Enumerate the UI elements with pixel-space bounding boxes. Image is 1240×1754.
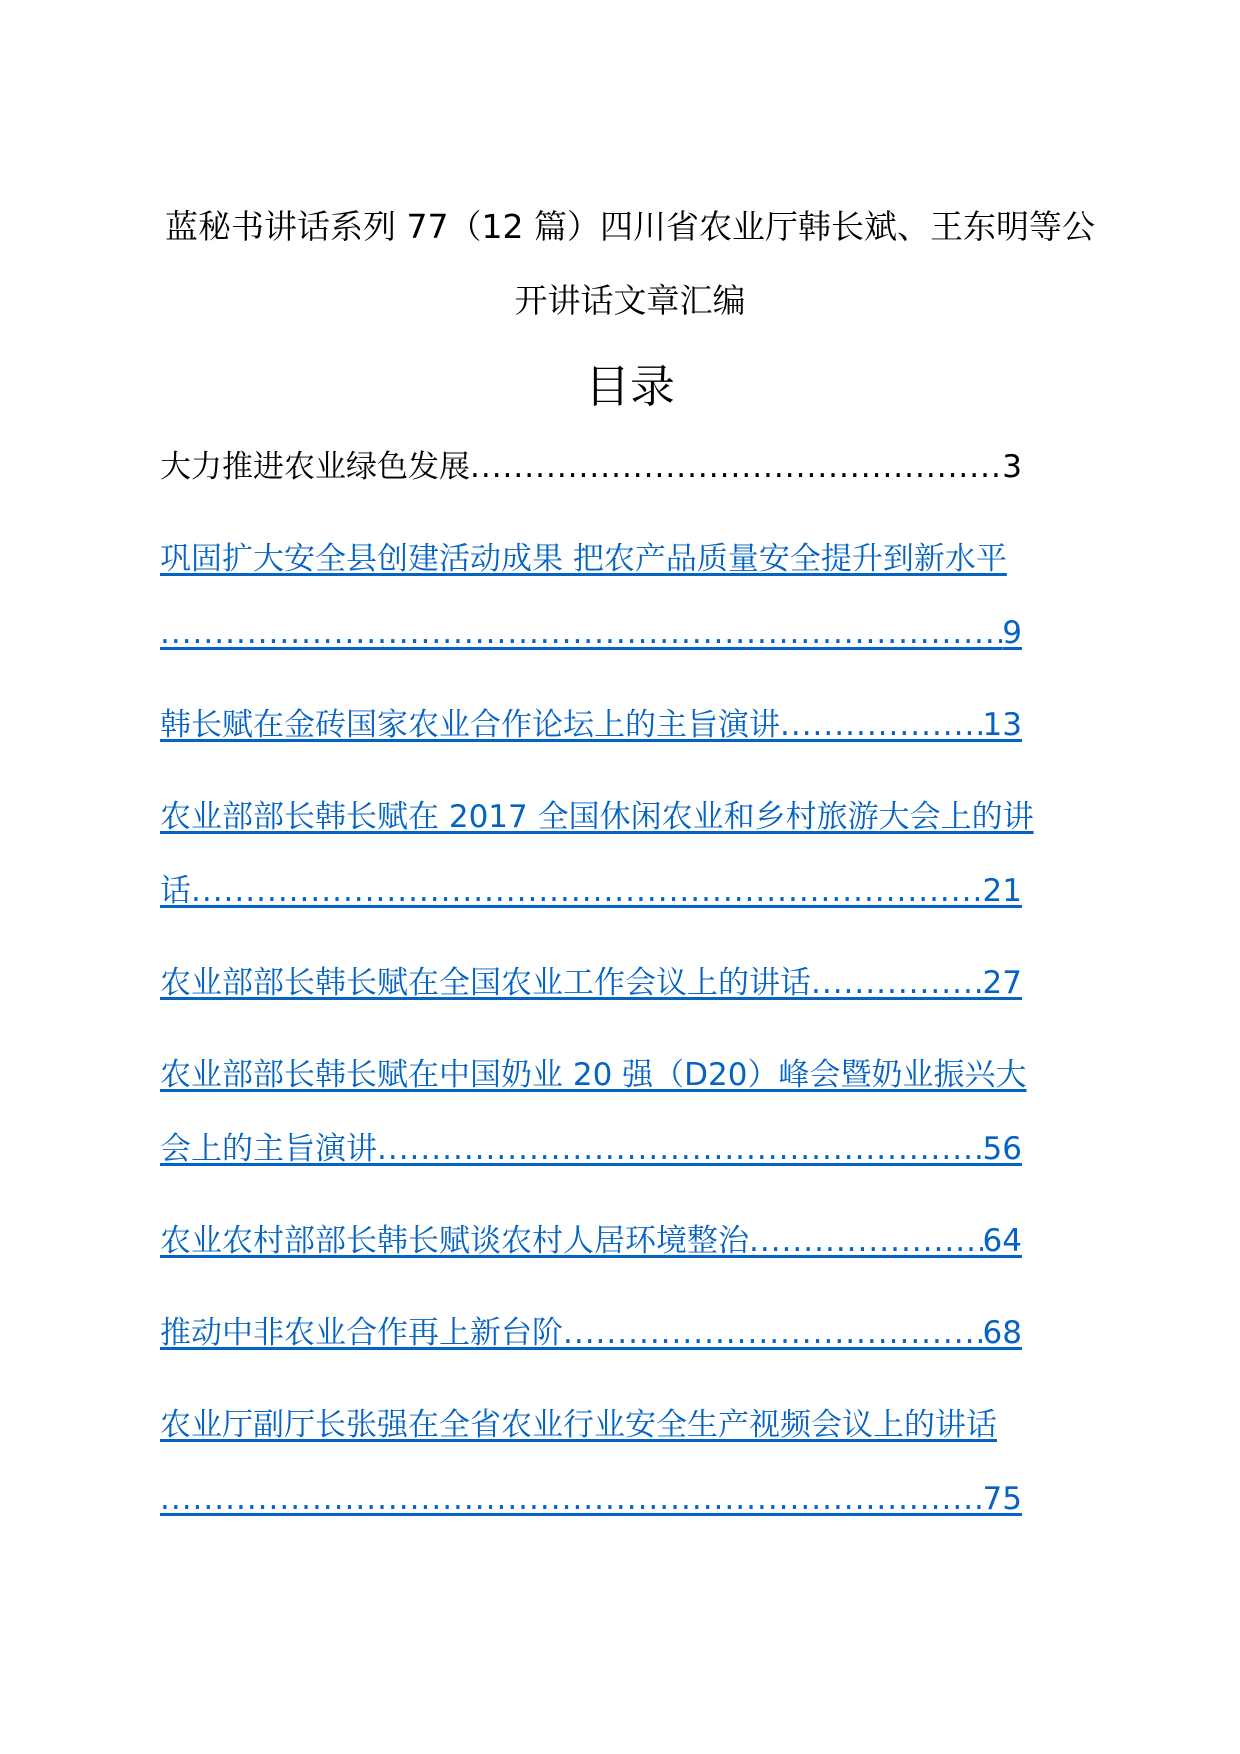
toc-entry-leader-line xyxy=(160,596,1022,670)
toc-entry-title: 农业部部长韩长赋在全国农业工作会议上的讲话 xyxy=(160,965,811,1001)
toc-entry-leader-line xyxy=(160,1296,1022,1370)
toc-entry-link[interactable] xyxy=(160,1388,1100,1536)
toc-entry-link xyxy=(160,430,1100,504)
toc-entry-link[interactable] xyxy=(160,522,1100,670)
toc-entry-title: 农业农村部部长韩长赋谈农村人居环境整治 xyxy=(160,1223,749,1259)
dot-leader xyxy=(160,596,1002,670)
table-of-contents xyxy=(160,430,1100,1554)
toc-entry-page-number: 68 xyxy=(982,1315,1022,1351)
toc-entry-title: 韩长赋在金砖国家农业合作论坛上的主旨演讲 xyxy=(160,707,780,743)
dot-leader xyxy=(749,1204,983,1278)
dot-leader xyxy=(811,946,983,1020)
toc-item xyxy=(160,1204,1100,1278)
toc-entry-title-line: 农业部部长韩长赋在 2017 全国休闲农业和乡村旅游大会上的讲 xyxy=(160,799,1034,835)
toc-item xyxy=(160,430,1100,504)
toc-item xyxy=(160,1388,1100,1536)
dot-leader xyxy=(563,1296,983,1370)
toc-entry-leader-line xyxy=(160,1462,1022,1536)
dot-leader xyxy=(377,1112,983,1186)
document-title: 蓝秘书讲话系列 77（12 篇）四川省农业厅韩长斌、王东明等公开讲话文章汇编 xyxy=(165,207,1095,320)
toc-entry-leader-line xyxy=(160,946,1022,1020)
toc-entry-page-number: 3 xyxy=(1002,449,1022,485)
toc-entry-leader-line xyxy=(160,1112,1022,1186)
dot-leader xyxy=(780,688,983,762)
toc-entry-page-number: 56 xyxy=(982,1131,1022,1167)
toc-entry-title-line: 农业厅副厅长张强在全省农业行业安全生产视频会议上的讲话 xyxy=(160,1407,997,1443)
toc-entry-title: 推动中非农业合作再上新台阶 xyxy=(160,1315,563,1351)
toc-entry-leader-line xyxy=(160,430,1022,504)
toc-heading: 目录 xyxy=(584,360,675,413)
dot-leader xyxy=(160,1462,983,1536)
toc-entry-leader-line xyxy=(160,854,1022,928)
toc-entry-page-number: 75 xyxy=(982,1481,1022,1517)
toc-item xyxy=(160,688,1100,762)
toc-entry-title: 话 xyxy=(160,873,191,909)
toc-entry-title-line: 农业部部长韩长赋在中国奶业 20 强（D20）峰会暨奶业振兴大 xyxy=(160,1057,1027,1093)
toc-item xyxy=(160,780,1100,928)
toc-item xyxy=(160,1038,1100,1186)
toc-entry-link[interactable] xyxy=(160,1204,1100,1278)
dot-leader xyxy=(191,854,983,928)
toc-entry-link[interactable] xyxy=(160,688,1100,762)
toc-entry-page-number: 64 xyxy=(982,1223,1022,1259)
toc-entry-page-number: 27 xyxy=(982,965,1022,1001)
toc-entry-page-number: 9 xyxy=(1002,615,1022,651)
toc-entry-link[interactable] xyxy=(160,1038,1100,1186)
toc-entry-link[interactable] xyxy=(160,780,1100,928)
toc-entry-page-number: 21 xyxy=(982,873,1022,909)
toc-entry-title: 大力推进农业绿色发展 xyxy=(160,449,470,485)
toc-entry-link[interactable] xyxy=(160,1296,1100,1370)
toc-entry-link[interactable] xyxy=(160,946,1100,1020)
dot-leader xyxy=(470,430,1002,504)
toc-entry-title-line: 巩固扩大安全县创建活动成果 把农产品质量安全提升到新水平 xyxy=(160,541,1007,577)
toc-item xyxy=(160,1296,1100,1370)
toc-item xyxy=(160,946,1100,1020)
toc-entry-leader-line xyxy=(160,1204,1022,1278)
toc-entry-page-number: 13 xyxy=(982,707,1022,743)
toc-item xyxy=(160,522,1100,670)
toc-entry-leader-line xyxy=(160,688,1022,762)
toc-entry-title: 会上的主旨演讲 xyxy=(160,1131,377,1167)
